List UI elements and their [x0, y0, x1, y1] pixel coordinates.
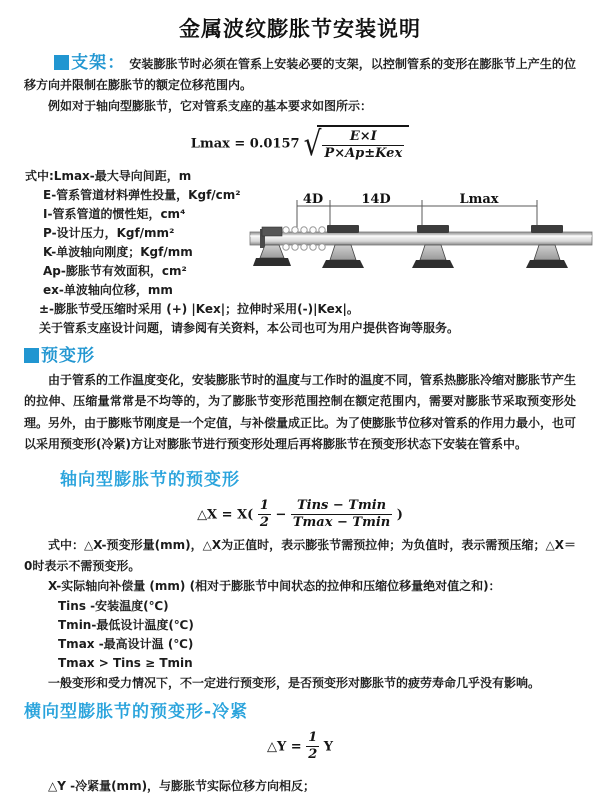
axial-general-note: 一般变形和受力情况下，不一定进行预变形，是否预变形对膨胀节的疲劳寿命几乎没有影响。	[24, 673, 576, 694]
definition-item: ex-单波轴向位移，mm	[25, 281, 600, 300]
sliding-support	[526, 225, 568, 268]
support-example-text: 例如对于轴向型膨胀节，它对管系支座的基本要求如图所示：	[24, 96, 576, 117]
temperature-definitions	[58, 597, 576, 673]
one-half-fraction: $\frac{1}{2}$	[306, 730, 319, 764]
dx-formula-lhs: △X = X(	[197, 507, 253, 522]
dimension-label-lmax: Lmax	[459, 192, 498, 207]
section-bullet-square-icon	[54, 55, 69, 70]
sign-convention-note: ±-膨胀节受压缩时采用 (+) |Kex|；拉伸时采用(-)|Kex|。	[25, 300, 600, 319]
axial-x-definition: X-实际轴向补偿量 (mm) (相对于膨胀节中间状态的拉伸和压缩位移量绝对值之和)：	[24, 576, 576, 597]
axial-formula-explanation: 式中：△X-预变形量(mm)，△X为正值时，表示膨张节需预拉伸；为负值时，表示需预压缩；△X＝0时表示不需预变形。	[24, 535, 576, 576]
axial-predeform-formula	[0, 498, 600, 532]
lateral-predeform-heading: 横向型膨胀节的预变形-冷紧	[24, 697, 600, 722]
definition-item: K-单波轴向刚度；Kgf/mm	[25, 243, 600, 262]
service-note: 关于管系支座设计问题，请参阅有关资料，本公司也可为用户提供咨询等服务。	[25, 319, 600, 338]
definition-item: I-管系管道的惯性矩，cm⁴	[25, 205, 600, 224]
lmax-formula: Lmax = 0.0157 √ $\frac{E\times I}{\text{P×Ap±Kex}}$	[0, 125, 600, 163]
temp-definition-tmin: Tmin-最低设计温度(℃)	[58, 616, 576, 635]
page-title: 金属波纹膨胀节安装说明	[0, 0, 600, 43]
sliding-support	[322, 225, 364, 268]
dx-formula-operator: −	[275, 507, 286, 522]
dy-formula-lhs: △Y =	[267, 739, 302, 754]
lmax-formula-lhs: Lmax = 0.0157	[191, 136, 300, 151]
lmax-fraction-numerator: E×I	[322, 129, 404, 145]
definition-item: E-管系管道材料弹性投量，Kgf/cm²	[25, 186, 600, 205]
dimension-label-4d: 4D	[303, 192, 323, 207]
section-bullet-square-icon	[24, 348, 39, 363]
dx-formula-rhs: )	[397, 507, 403, 522]
sqrt-vinculum	[317, 125, 409, 163]
temp-definition-tmax: Tmax -最高设计温 (℃)	[58, 635, 576, 654]
support-section-paragraph	[24, 53, 576, 96]
support-intro-text: 安装膨胀节时必须在管系上安装必要的支架，以控制管系的变形在膨胀节上产生的位移方向并限制在膨胀节的额定位移范围内。	[24, 57, 576, 92]
dimension-label-14d: 14D	[361, 192, 390, 207]
dy-formula-rhs: Y	[324, 739, 333, 754]
definition-item: P-设计压力，Kgf/mm²	[25, 224, 600, 243]
lateral-predeform-formula	[0, 730, 600, 764]
predeform-paragraph: 由于管系的工作温度变化，安装膨胀节时的温度与工作时的温度不同，管系热膨胀冷缩对膨胀节产生的拉伸、压缩量常常是不均等的，为了膨胀节变形范围控制在额定范围内，需要对膨胀节采取预变形处理。另外，由于膨账节刚度是一个定值，与补偿量成正比。为了使膨胀节位移对管系的作用力最小，也可以采用预变形(冷紧)方让对膨胀节进行预变形处理后再将膨胀节在预变形状态下安装在管系中。	[24, 370, 576, 456]
support-spacing-diagram	[246, 192, 596, 288]
lmax-fraction-denominator: P×Ap±Kex	[322, 145, 404, 162]
axial-predeform-heading: 轴向型膨胀节的预变形	[60, 465, 600, 490]
support-spacing-diagram-svg	[246, 192, 596, 288]
temperature-ratio-fraction: $\frac{\text{Tins − Tmin}}{Tmax - Tmin}$	[291, 498, 392, 532]
predeform-section-label: 预变形	[41, 346, 95, 366]
temp-inequality: Tmax > Tins ≥ Tmin	[58, 654, 576, 673]
lateral-note: △Y -冷紧量(mm)，与膨胀节实际位移方向相反；	[24, 776, 576, 796]
support-section-label: 支架：	[71, 53, 125, 73]
sliding-support	[412, 225, 454, 268]
predeform-section-heading	[24, 345, 600, 368]
temp-definition-tins: Tins -安装温度(℃)	[58, 597, 576, 616]
lmax-fraction	[322, 129, 404, 163]
one-half-fraction: $\frac{1}{2}$	[258, 498, 271, 532]
definitions-intro: 式中:Lmax-最大导向间距，m	[25, 167, 600, 186]
definition-item: Ap-膨胀节有效面积，cm²	[25, 262, 600, 281]
